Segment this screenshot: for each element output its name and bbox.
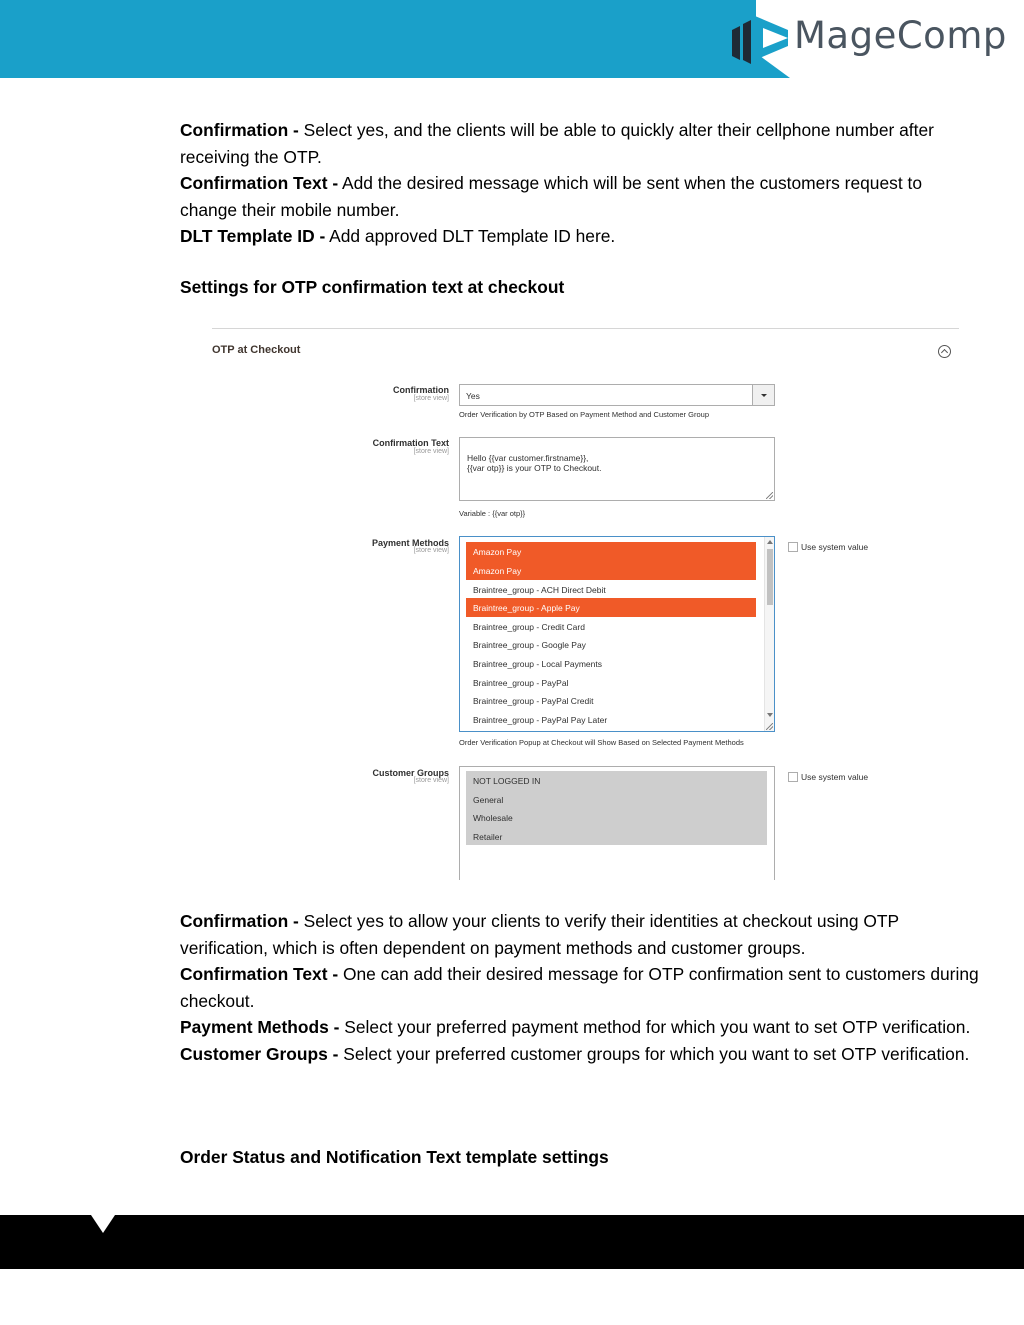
payment-option[interactable]: Braintree_group - PayPal xyxy=(473,677,569,688)
confirmation-term: Confirmation - xyxy=(180,120,299,140)
magecomp-logo-icon xyxy=(732,8,788,68)
confirmation-text-desc: Add the desired message which will be sent when the customers request to change their mobile number. xyxy=(180,173,922,220)
checkbox[interactable] xyxy=(788,542,798,552)
scrollbar[interactable] xyxy=(764,537,774,731)
confirmation-text-desc: One can add their desired message for OTP confirmation sent to customers during checkout. xyxy=(180,964,979,1011)
payment-methods-note: Order Verification Popup at Checkout will Show Based on Selected Payment Methods xyxy=(459,738,744,747)
confirmation-label: Confirmation xyxy=(393,385,449,395)
confirmation-scope: [store view] xyxy=(413,395,449,402)
group-option[interactable]: Wholesale xyxy=(466,808,767,827)
payment-option[interactable]: Braintree_group - Credit Card xyxy=(473,621,585,632)
use-system-value-label: Use system value xyxy=(801,542,869,552)
payment-methods-term: Payment Methods - xyxy=(180,1017,340,1037)
collapse-icon[interactable] xyxy=(938,345,951,358)
use-system-value-label: Use system value xyxy=(801,772,869,782)
scroll-up-icon[interactable] xyxy=(767,540,773,544)
confirmation-note: Order Verification by OTP Based on Payment Method and Customer Group xyxy=(459,410,709,419)
logo-text: MageComp xyxy=(794,14,1007,57)
page-footer xyxy=(0,1215,1024,1269)
payment-option[interactable]: Braintree_group - PayPal Pay Later xyxy=(473,715,608,725)
customer-groups-desc: Select your preferred customer groups for which you want to set OTP verification. xyxy=(338,1043,970,1064)
resize-handle-icon[interactable] xyxy=(766,723,773,730)
payment-option[interactable]: Braintree_group - Google Pay xyxy=(473,640,586,650)
payment-methods-scope: [store view] xyxy=(413,547,449,554)
scroll-thumb[interactable] xyxy=(767,549,773,605)
confirmation-value: Yes xyxy=(466,391,480,401)
customer-groups-scope: [store view] xyxy=(413,777,449,784)
payment-option[interactable]: Amazon Pay xyxy=(466,542,756,561)
dlt-template-term: DLT Template ID - xyxy=(180,226,326,246)
groups-use-system-value[interactable] xyxy=(788,772,868,782)
confirmation-desc: Select yes, and the clients will be able to quickly alter their cellphone number after receiving the OTP. xyxy=(180,120,934,167)
group-option[interactable]: Retailer xyxy=(466,827,767,846)
divider xyxy=(212,328,959,329)
checkbox[interactable] xyxy=(788,772,798,782)
dlt-template-desc: Add approved DLT Template ID here. xyxy=(325,226,616,246)
payment-methods-label: Payment Methods xyxy=(371,538,449,548)
section-heading-checkout: Settings for OTP confirmation text at checkout xyxy=(180,277,565,297)
confirmation-text-scope: [store view] xyxy=(413,448,449,455)
confirmation-text-term: Confirmation Text - xyxy=(180,173,339,193)
variable-note: Variable : {{var otp}} xyxy=(459,509,526,518)
payment-option[interactable]: Braintree_group - Apple Pay xyxy=(466,598,756,617)
panel-title[interactable]: OTP at Checkout xyxy=(212,344,301,356)
confirmation-text-term: Confirmation Text - xyxy=(180,964,339,984)
scroll-down-icon[interactable] xyxy=(767,713,773,717)
footer-notch xyxy=(91,1215,115,1233)
payment-option[interactable]: Braintree_group - PayPal Credit xyxy=(473,696,594,706)
customer-groups-term: Customer Groups - xyxy=(180,1043,339,1064)
payment-use-system-value[interactable] xyxy=(788,542,868,552)
confirmation-text-input[interactable] xyxy=(459,437,775,501)
chevron-down-icon[interactable] xyxy=(752,385,774,405)
confirmation-desc: Select yes to allow your clients to verify their identities at checkout using OTP verification, which is often dependent on payment methods and customer groups. xyxy=(180,911,899,958)
payment-option[interactable]: Braintree_group - ACH Direct Debit xyxy=(473,584,606,595)
confirmation-text-label: Confirmation Text xyxy=(372,438,449,448)
customer-groups-multiselect[interactable] xyxy=(459,766,775,880)
resize-handle-icon[interactable] xyxy=(766,492,773,499)
customer-groups-label: Customer Groups xyxy=(372,768,449,778)
payment-option[interactable]: Amazon Pay xyxy=(466,561,756,580)
otp-checkout-panel xyxy=(212,328,960,880)
confirmation-text-value: Hello {{var customer.firstname}}, {{var otp}} is your OTP to Checkout. xyxy=(467,453,602,473)
group-option[interactable]: NOT LOGGED IN xyxy=(466,771,767,790)
confirmation-term: Confirmation - xyxy=(180,911,299,931)
payment-methods-desc: Select your preferred payment method for which you want to set OTP verification. xyxy=(339,1017,971,1037)
intro-text xyxy=(180,117,980,250)
section-heading-order-status: Order Status and Notification Text template settings xyxy=(180,1147,609,1167)
confirmation-select[interactable] xyxy=(459,384,775,406)
payment-option[interactable]: Braintree_group - Local Payments xyxy=(473,659,602,669)
group-option[interactable]: General xyxy=(466,790,767,809)
outro-text xyxy=(180,908,980,1067)
payment-methods-multiselect[interactable] xyxy=(459,536,775,732)
